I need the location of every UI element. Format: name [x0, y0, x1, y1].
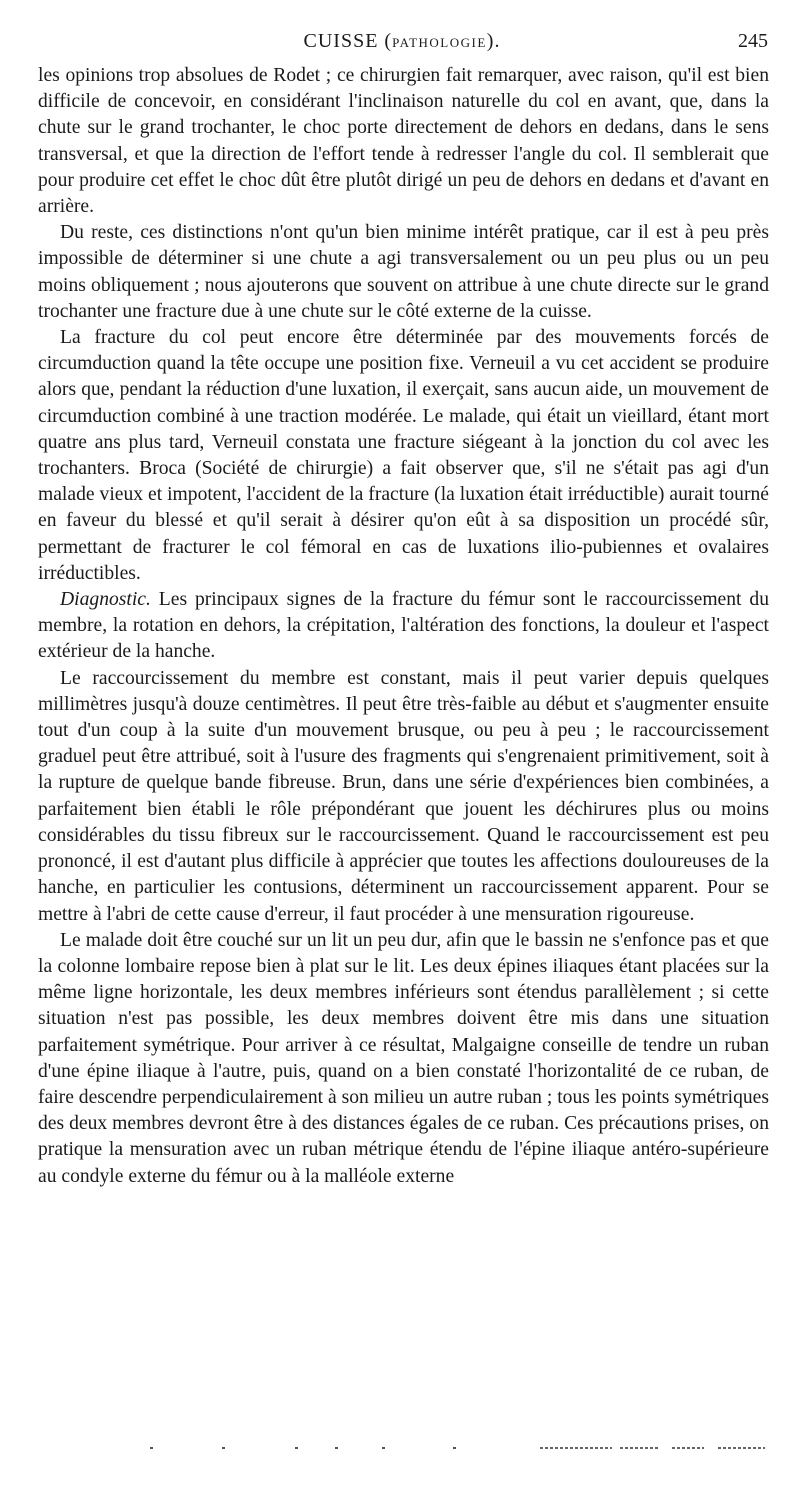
- paragraph-text: Les principaux signes de la fracture du fémur sont le raccourcissement du membre, la rotation en dehors, la crépitation, l'altération des fonctions, la douleur et l'aspect extérieur de la hanche.: [38, 589, 769, 663]
- running-title-subject: PATHOLOGIE: [392, 35, 487, 50]
- print-artifact-rule: [150, 1446, 765, 1450]
- paragraph: Le malade doit être couché sur un lit un peu dur, afin que le bassin ne s'enfonce pas et que la colonne lombaire repose bien à plat sur le lit. Les deux épines iliaques étant placées sur la même ligne horizontale, les deux membres inférieurs sont étendus parallèlement ; si cette situation n'est pas possible, les deux membres doivent être mis dans une situation parfaitement symétrique. Pour arriver à ce résultat, Malgaigne conseille de tendre un ruban d'une épine iliaque à l'autre, puis, quand on a bien constaté l'horizontalité de ce ruban, de faire descendre perpendiculairement à son milieu un autre ruban ; tous les points symétriques des deux membres devront être à des distances égales de ce ruban. Ces précautions prises, on pratique la mensuration avec un ruban métrique étendu de l'épine iliaque antéro-supérieure au condyle externe du fémur ou à la malléole externe: [38, 929, 769, 1187]
- body-text: [38, 63, 769, 1190]
- paragraph-continued: les opinions trop absolues de Rodet ; ce chirurgien fait remarquer, avec raison, qu'il est bien difficile de concevoir, en considérant l'inclinaison naturelle du col en avant, que, dans la chute sur le grand trochanter, le choc porte directement de dehors en dedans, dans le sens transversal, et que la direction de l'effort tende à redresser l'angle du col. Il semblerait que pour produire cet effet le choc dût être plutôt dirigé un peu de dehors en dedans et d'avant en arrière.: [38, 65, 769, 218]
- paragraph-diagnostic: [38, 587, 769, 666]
- running-title-end: ).: [486, 30, 501, 52]
- page-number: 245: [738, 30, 768, 52]
- running-title: [36, 30, 768, 53]
- paragraph: Du reste, ces distinctions n'ont qu'un bien minime intérêt pratique, car il est à peu près impossible de déterminer si une chute a agi transversalement ou un peu plus ou un peu moins obliquement ; nous ajouterons que souvent on attribue à une chute directe sur le grand trochanter une fracture due à une chute sur le côté externe de la cuisse.: [38, 222, 769, 322]
- paragraph: Le raccourcissement du membre est constant, mais il peut varier depuis quelques millimètres jusqu'à douze centimètres. Il peut être très-faible au début et s'augmenter ensuite tout d'un coup à la suite d'un mouvement brusque, ou peu à peu ; le raccourcissement graduel peut être attribué, soit à l'usure des fragments qui s'engrenaient primitivement, soit à la rupture de quelque bande fibreuse. Brun, dans une série d'expériences bien combinées, a parfaitement bien établi le rôle prépondérant que jouent les déchirures plus ou moins considérables du tissu fibreux sur le raccourcissement. Quand le raccourcissement est peu prononcé, il est d'autant plus difficile à apprécier que toutes les affections douloureuses de la hanche, en particulier les contusions, déterminent un raccourcissement apparent. Pour se mettre à l'abri de cette cause d'erreur, il faut procéder à une mensuration rigoureuse.: [38, 667, 769, 925]
- running-title-main: CUISSE (: [303, 30, 393, 52]
- running-head: [36, 30, 768, 58]
- paragraph: La fracture du col peut encore être déterminée par des mouvements forcés de circumduction quand la tête occupe une position fixe. Verneuil a vu cet accident se produire alors que, pendant la réduction d'une luxation, il exerçait, sans aucun aide, un mouvement de circumduction combiné à une traction modérée. Le malade, qui était un vieillard, étant mort quatre ans plus tard, Verneuil constata une fracture siégeant à la jonction du col avec les trochanters. Broca (Société de chirurgie) a fait observer que, s'il ne s'était pas agi d'un malade vieux et impotent, l'accident de la fracture (la luxation était irréductible) aurait tourné en faveur du blessé et qu'il serait à désirer qu'on eût à sa disposition un procédé sûr, permettant de fracturer le col fémoral en cas de luxations ilio-pubiennes et ovalaires irréductibles.: [38, 327, 769, 584]
- section-lead-diagnostic: Diagnostic.: [60, 589, 151, 611]
